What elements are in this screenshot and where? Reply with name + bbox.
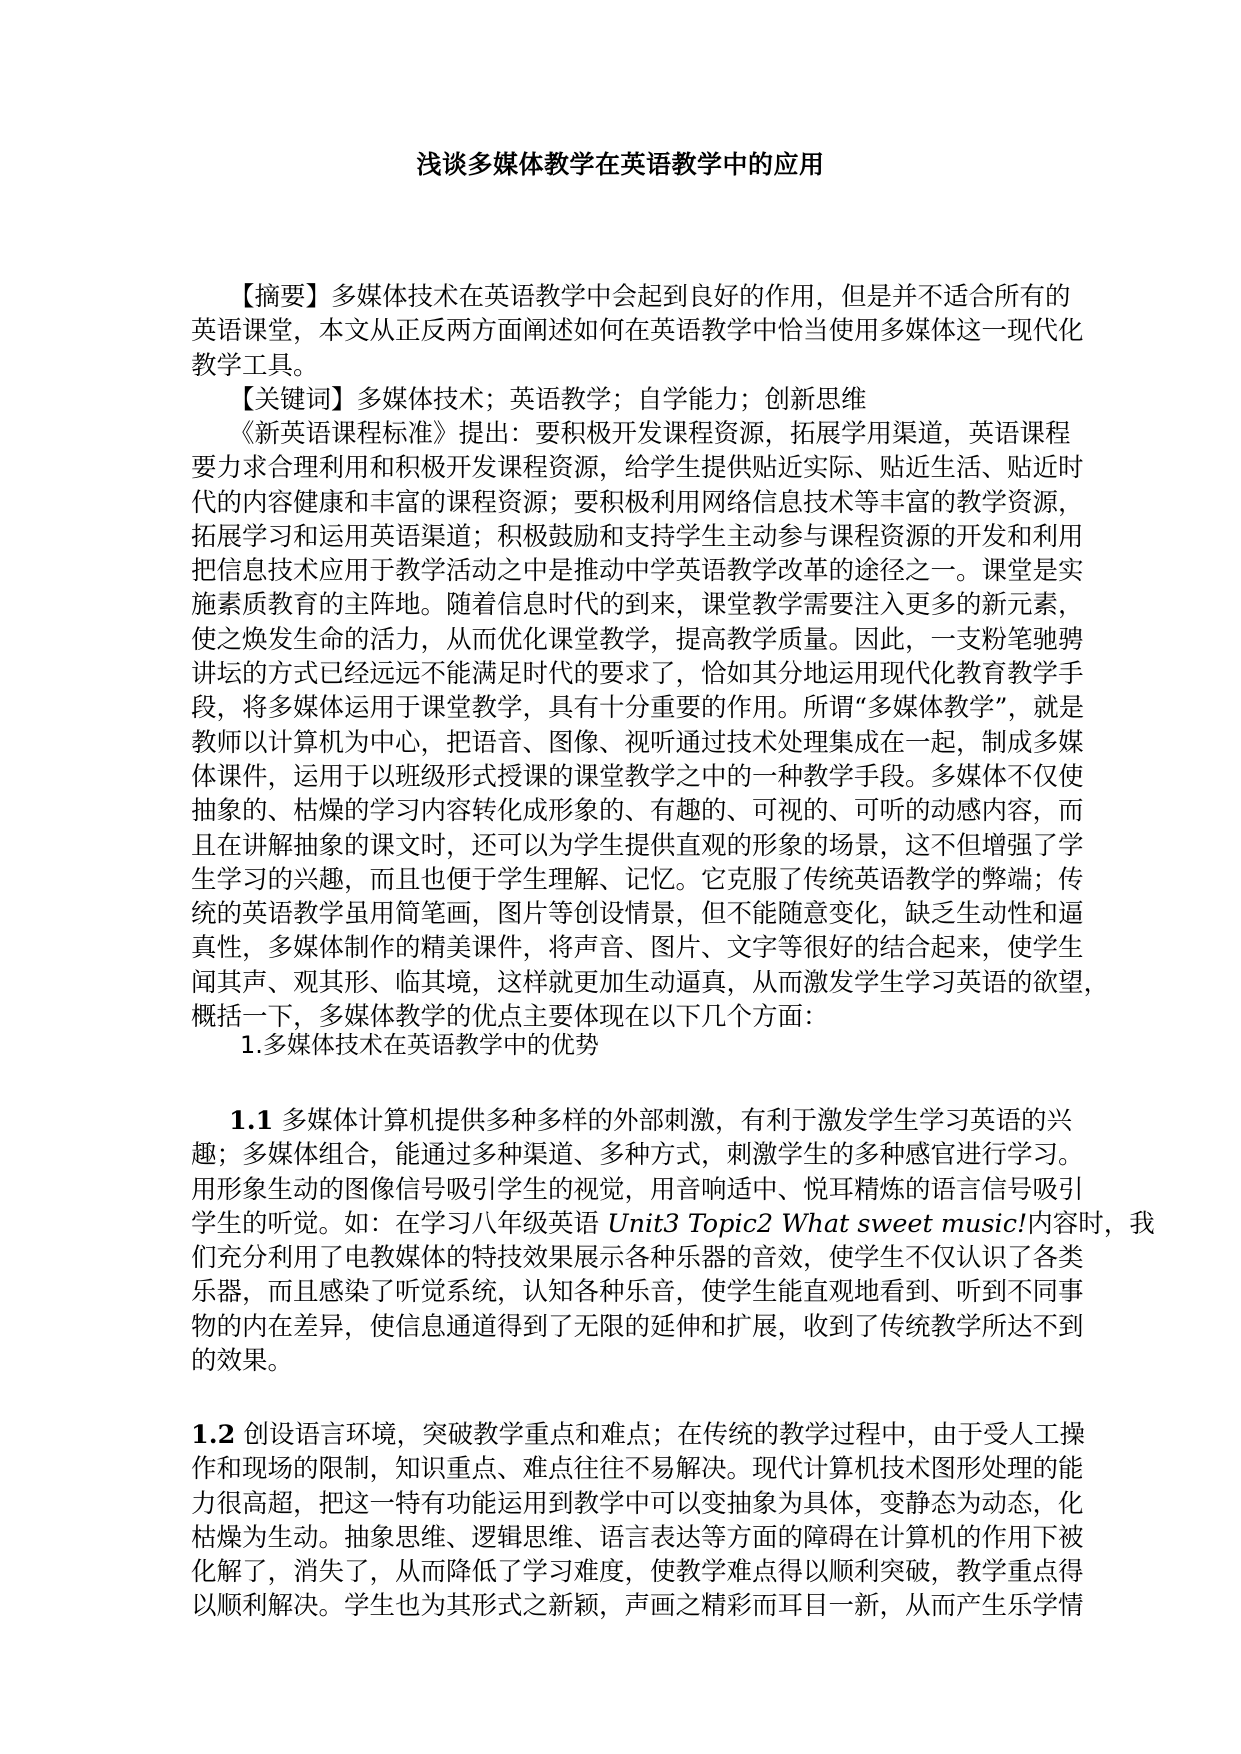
intro-line: 统的英语教学虽用简笔画，图片等创设情景，但不能随意变化，缺乏生动性和逼 [191, 899, 1084, 930]
keywords-text: 多媒体技术；英语教学；自学能力；创新思维 [356, 385, 867, 415]
intro-line: 讲坛的方式已经远远不能满足时代的要求了，恰如其分地运用现代化教育教学手 [191, 659, 1084, 690]
intro-line: 生学习的兴趣，而且也便于学生理解、记忆。它克服了传统英语教学的弊端；传 [191, 864, 1084, 895]
abstract-label: 【摘要】 [229, 282, 332, 312]
keywords-label: 【关键词】 [229, 385, 357, 415]
inline-text: 学生的听觉。如：在学习八年级英语 [191, 1208, 608, 1239]
intro-line: 教师以计算机为中心，把语音、图像、视听通过技术处理集成在一起，制成多媒 [191, 727, 1084, 758]
intro-line: 概括一下，多媒体教学的优点主要体现在以下几个方面： [191, 1002, 829, 1033]
subsection-1-1 [191, 1104, 1155, 1378]
intro-paragraph [191, 417, 1110, 1034]
subsection-text: 多媒体计算机提供多种多样的外部刺激，有利于激发学生学习英语的兴 [281, 1106, 1072, 1136]
intro-line: 闻其声、观其形、临其境，这样就更加生动逼真，从而激发学生学习英语的欲望， [191, 967, 1110, 998]
english-unit-title: Unit3 Topic2 What sweet music! [607, 1208, 1028, 1239]
subsection-1-2 [191, 1418, 1085, 1624]
subsection-line: 的效果。 [191, 1346, 294, 1377]
abstract-line: 英语课堂，本文从正反两方面阐述如何在英语教学中恰当使用多媒体这一现代化 [191, 316, 1084, 347]
subsection-line: 物的内在差异，使信息通道得到了无限的延伸和扩展，收到了传统教学所达不到 [191, 1311, 1084, 1342]
intro-line: 《新英语课程标准》提出：要积极开发课程资源，拓展学用渠道，英语课程 [229, 419, 1071, 449]
subsection-line: 乐器，而且感染了听觉系统，认知各种乐音，使学生能直观地看到、听到不同事 [191, 1277, 1084, 1308]
intro-line: 施素质教育的主阵地。随着信息时代的到来，课堂教学需要注入更多的新元素， [191, 590, 1084, 621]
abstract-line [191, 280, 1071, 314]
abstract-line: 教学工具。 [191, 350, 319, 381]
intro-line: 拓展学习和运用英语渠道；积极鼓励和支持学生主动参与课程资源的开发和利用 [191, 521, 1084, 552]
subsection-line: 以顺利解决。学生也为其形式之新颖，声画之精彩而耳目一新，从而产生乐学情 [191, 1591, 1084, 1622]
abstract-text: 多媒体技术在英语教学中会起到良好的作用，但是并不适合所有的 [331, 282, 1071, 312]
subsection-line [191, 1207, 1155, 1241]
subsection-number: 1.2 [191, 1420, 236, 1450]
intro-line: 段，将多媒体运用于课堂教学，具有十分重要的作用。所谓“多媒体教学”，就是 [191, 693, 1085, 724]
subsection-line: 力很高超，把这一特有功能运用到教学中可以变抽象为具体，变静态为动态，化 [191, 1488, 1084, 1519]
subsection-line: 作和现场的限制，知识重点、难点往往不易解决。现代计算机技术图形处理的能 [191, 1454, 1084, 1485]
keywords-section [191, 383, 1053, 417]
subsection-number: 1.1 [229, 1106, 274, 1136]
abstract-section [191, 280, 1084, 383]
subsection-line: 用形象生动的图像信号吸引学生的视觉，用音响适中、悦耳精炼的语言信号吸引 [191, 1174, 1084, 1205]
document-title: 浅谈多媒体教学在英语教学中的应用 [416, 150, 825, 179]
section-heading: 1.多媒体技术在英语教学中的优势 [240, 1031, 599, 1059]
intro-line: 代的内容健康和丰富的课程资源；要积极利用网络信息技术等丰富的教学资源， [191, 487, 1084, 518]
subsection-text: 创设语言环境，突破教学重点和难点；在传统的教学过程中，由于受人工操 [243, 1420, 1085, 1450]
inline-text: 内容时，我 [1027, 1208, 1155, 1239]
intro-line: 真性，多媒体制作的精美课件，将声音、图片、文字等很好的结合起来，使学生 [191, 933, 1084, 964]
intro-line: 使之焕发生命的活力，从而优化课堂教学，提高教学质量。因此，一支粉笔驰骋 [191, 624, 1084, 655]
subsection-line: 们充分利用了电教媒体的特技效果展示各种乐器的音效，使学生不仅认识了各类 [191, 1243, 1084, 1274]
subsection-line: 枯燥为生动。抽象思维、逻辑思维、语言表达等方面的障碍在计算机的作用下被 [191, 1522, 1084, 1553]
keywords-line [191, 383, 1053, 417]
subsection-line [191, 1418, 1085, 1452]
subsection-line: 化解了，消失了，从而降低了学习难度，使教学难点得以顺利突破，教学重点得 [191, 1557, 1084, 1588]
intro-line: 体课件，运用于以班级形式授课的课堂教学之中的一种教学手段。多媒体不仅使 [191, 761, 1084, 792]
intro-line: 把信息技术应用于教学活动之中是推动中学英语教学改革的途径之一。课堂是实 [191, 556, 1084, 587]
subsection-line: 趣；多媒体组合，能通过多种渠道、多种方式，刺激学生的多种感官进行学习。 [191, 1140, 1084, 1171]
subsection-line [191, 1104, 1072, 1138]
intro-line: 且在讲解抽象的课文时，还可以为学生提供直观的形象的场景，这不但增强了学 [191, 830, 1084, 861]
intro-line: 要力求合理利用和积极开发课程资源，给学生提供贴近实际、贴近生活、贴近时 [191, 453, 1084, 484]
intro-line: 抽象的、枯燥的学习内容转化成形象的、有趣的、可视的、可听的动感内容，而 [191, 796, 1084, 827]
